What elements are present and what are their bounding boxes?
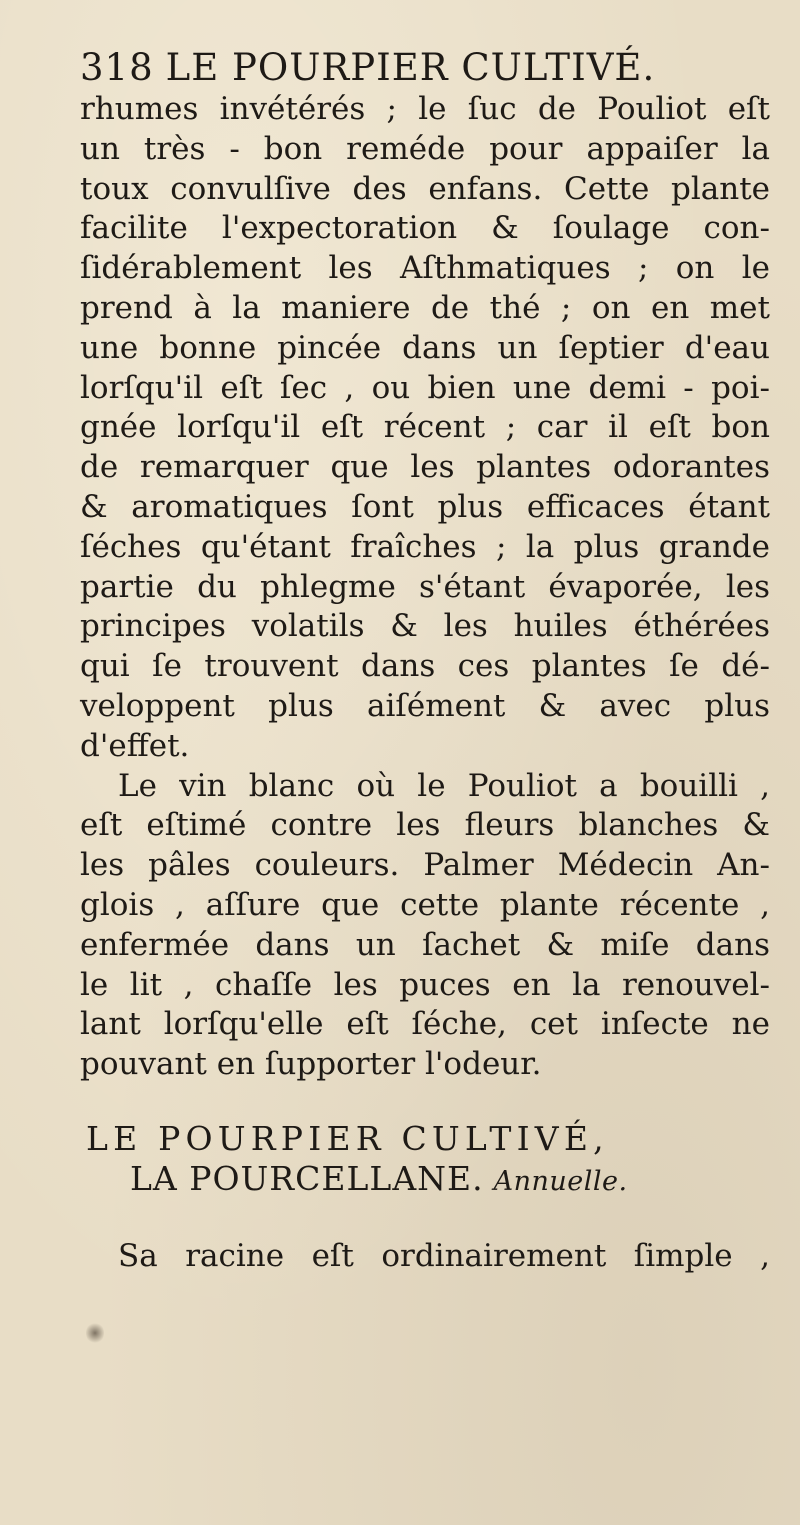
ink-stain: [86, 1322, 104, 1344]
text-line: lant lorſqu'elle eſt ſéche, cet inſecte ne: [80, 1006, 770, 1043]
text-line: facilite l'expectoration & ſoulage con-: [80, 210, 770, 247]
section-heading: LE POURPIER CULTIVÉ,: [86, 1118, 609, 1158]
text-line: gnée lorſqu'il eſt récent ; car il eſt bon: [80, 409, 770, 446]
running-title: LE POURPIER CULTIVÉ.: [165, 46, 656, 89]
page-text-block: [80, 46, 770, 1277]
paragraph-pouliot-uses: [80, 90, 770, 767]
text-line: Sa racine eſt ordinairement ſimple ,: [118, 1237, 770, 1274]
text-line: lorſqu'il eſt ſec , ou bien une demi - poi-: [80, 369, 770, 406]
text-line: partie du phlegme s'étant évaporée, les: [80, 568, 770, 605]
text-line: principes volatils & les huiles éthérées: [80, 608, 770, 645]
paragraph-racine: [80, 1237, 770, 1277]
text-line: qui ſe trouvent dans ces plantes ſe dé-: [80, 648, 770, 685]
text-line: toux convulſive des enfans. Cette plante: [80, 170, 770, 207]
text-line: de remarquer que les plantes odorantes: [80, 449, 770, 486]
page-number: 318: [80, 46, 154, 89]
running-head: [80, 46, 770, 90]
text-line: Le vin blanc où le Pouliot a bouilli ,: [118, 767, 770, 804]
text-line: d'effet.: [80, 727, 190, 764]
text-line: ſidérablement les Aſthmatiques ; on le: [80, 250, 770, 287]
section-name: LA POURCELLANE.: [130, 1158, 484, 1198]
text-line: les pâles couleurs. Palmer Médecin An-: [80, 847, 770, 884]
text-line: rhumes invétérés ; le ſuc de Pouliot eſt: [80, 91, 770, 127]
text-line: le lit , chaſſe les puces en la renouvel-: [80, 966, 770, 1003]
text-line: veloppent plus aiſément & avec plus: [80, 687, 770, 724]
section-spacer: [80, 1085, 770, 1119]
text-line: une bonne pincée dans un ſeptier d'eau: [80, 329, 770, 366]
section-heading-line2: [80, 1159, 770, 1199]
text-line: un très - bon reméde pour appaiſer la: [80, 130, 770, 167]
text-line: & aromatiques ſont plus efficaces étant: [80, 488, 770, 525]
section-spacer: [80, 1199, 770, 1237]
text-line: ſéches qu'étant fraîches ; la plus grande: [80, 528, 770, 565]
text-line: eſt eſtimé contre les fleurs blanches &: [80, 807, 770, 844]
text-line: enfermée dans un ſachet & miſe dans: [80, 926, 770, 963]
text-line: pouvant en ſupporter l'odeur.: [80, 1046, 542, 1083]
section-subtitle: Annuelle.: [493, 1165, 628, 1197]
text-line: prend à la maniere de thé ; on en met: [80, 289, 770, 326]
text-line: glois , aſſure que cette plante récente ,: [80, 886, 770, 923]
paragraph-vin-blanc: [80, 767, 770, 1085]
